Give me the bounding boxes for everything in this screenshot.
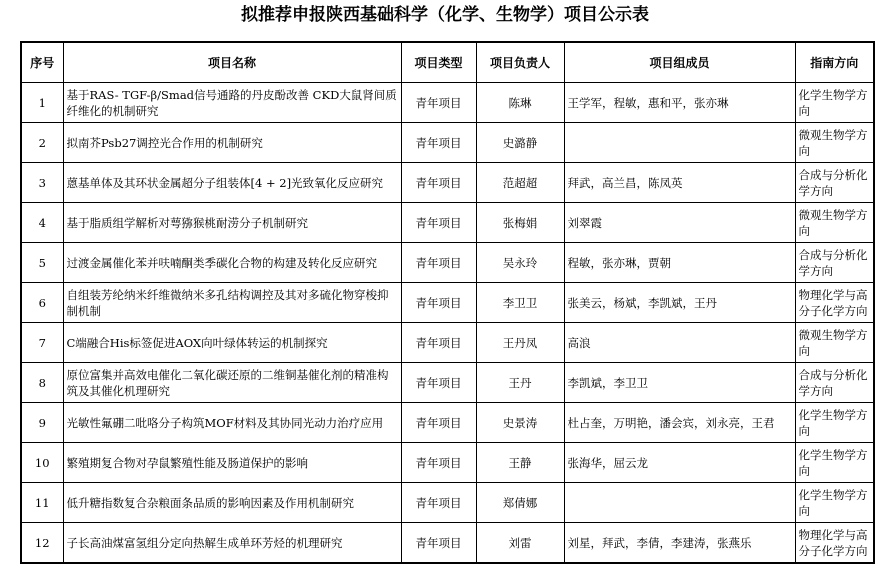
- cell-num: 7: [21, 323, 63, 363]
- column-header-direction: 指南方向: [795, 42, 874, 83]
- cell-leader: 范超超: [476, 163, 564, 203]
- table-row: [21, 483, 874, 523]
- cell-members: 王学军，程敏，惠和平，张亦琳: [564, 83, 795, 123]
- cell-members: 刘星，拜武，李倩，李建涛，张燕乐: [564, 523, 795, 564]
- cell-num: 2: [21, 123, 63, 163]
- cell-project-type: 青年项目: [401, 363, 476, 403]
- cell-project-type: 青年项目: [401, 83, 476, 123]
- table-row: [21, 523, 874, 564]
- cell-direction: 化学生物学方向: [795, 83, 874, 123]
- cell-direction: 化学生物学方向: [795, 403, 874, 443]
- cell-project-type: 青年项目: [401, 523, 476, 564]
- table-header-row: [21, 42, 874, 83]
- cell-project-type: 青年项目: [401, 443, 476, 483]
- cell-direction: 合成与分析化学方向: [795, 163, 874, 203]
- table-row: [21, 163, 874, 203]
- cell-num: 1: [21, 83, 63, 123]
- cell-num: 10: [21, 443, 63, 483]
- cell-direction: 微观生物学方向: [795, 123, 874, 163]
- cell-members: 李凯斌，李卫卫: [564, 363, 795, 403]
- cell-members: [564, 483, 795, 523]
- column-header-type: 项目类型: [401, 42, 476, 83]
- cell-num: 4: [21, 203, 63, 243]
- cell-project-type: 青年项目: [401, 163, 476, 203]
- table-row: [21, 403, 874, 443]
- cell-project-name: 拟南芥Psb27调控光合作用的机制研究: [63, 123, 401, 163]
- cell-leader: 郑倩娜: [476, 483, 564, 523]
- cell-direction: 物理化学与高分子化学方向: [795, 283, 874, 323]
- cell-direction: 化学生物学方向: [795, 483, 874, 523]
- cell-project-type: 青年项目: [401, 123, 476, 163]
- table-row: [21, 443, 874, 483]
- cell-project-name: 子长高油煤富氢组分定向热解生成单环芳烃的机理研究: [63, 523, 401, 564]
- cell-direction: 物理化学与高分子化学方向: [795, 523, 874, 564]
- cell-num: 8: [21, 363, 63, 403]
- cell-leader: 吴永玲: [476, 243, 564, 283]
- cell-num: 9: [21, 403, 63, 443]
- cell-project-name: 基于RAS- TGF-β/Smad信号通路的丹皮酚改善 CKD大鼠肾间质纤维化的机制研究: [63, 83, 401, 123]
- cell-project-type: 青年项目: [401, 283, 476, 323]
- cell-members: [564, 123, 795, 163]
- table-row: [21, 203, 874, 243]
- cell-leader: 史潞静: [476, 123, 564, 163]
- cell-project-name: 自组装芳纶纳米纤维微纳米多孔结构调控及其对多硫化物穿梭抑制机制: [63, 283, 401, 323]
- cell-members: 刘翠霞: [564, 203, 795, 243]
- cell-project-type: 青年项目: [401, 323, 476, 363]
- column-header-num: 序号: [21, 42, 63, 83]
- cell-members: 张美云，杨斌，李凯斌，王丹: [564, 283, 795, 323]
- cell-direction: 化学生物学方向: [795, 443, 874, 483]
- table-row: [21, 83, 874, 123]
- table-row: [21, 363, 874, 403]
- cell-direction: 微观生物学方向: [795, 203, 874, 243]
- cell-project-type: 青年项目: [401, 243, 476, 283]
- cell-num: 12: [21, 523, 63, 564]
- cell-project-name: 蒽基单体及其环状金属超分子组装体[4 + 2]光致氧化反应研究: [63, 163, 401, 203]
- table-row: [21, 123, 874, 163]
- cell-num: 6: [21, 283, 63, 323]
- cell-members: 高浪: [564, 323, 795, 363]
- table-row: [21, 323, 874, 363]
- cell-leader: 陈琳: [476, 83, 564, 123]
- cell-project-name: 原位富集并高效电催化二氧化碳还原的二维铜基催化剂的精准构筑及其催化机理研究: [63, 363, 401, 403]
- cell-num: 3: [21, 163, 63, 203]
- cell-leader: 张梅娟: [476, 203, 564, 243]
- table-row: [21, 283, 874, 323]
- cell-leader: 史景涛: [476, 403, 564, 443]
- cell-project-type: 青年项目: [401, 203, 476, 243]
- cell-project-name: C端融合His标签促进AOX向叶绿体转运的机制探究: [63, 323, 401, 363]
- cell-project-name: 光敏性氟硼二吡咯分子构筑MOF材料及其协同光动力治疗应用: [63, 403, 401, 443]
- cell-num: 11: [21, 483, 63, 523]
- cell-project-name: 过渡金属催化苯并呋喃酮类季碳化合物的构建及转化反应研究: [63, 243, 401, 283]
- cell-members: 程敏，张亦琳，贾朝: [564, 243, 795, 283]
- cell-leader: 刘雷: [476, 523, 564, 564]
- cell-leader: 李卫卫: [476, 283, 564, 323]
- cell-members: 杜占奎，万明艳，潘会宾，刘永亮，王君: [564, 403, 795, 443]
- page-title: 拟推荐申报陕西基础科学（化学、生物学）项目公示表: [241, 5, 649, 25]
- cell-project-type: 青年项目: [401, 403, 476, 443]
- cell-leader: 王丹凤: [476, 323, 564, 363]
- column-header-name: 项目名称: [63, 42, 401, 83]
- cell-num: 5: [21, 243, 63, 283]
- table-row: [21, 243, 874, 283]
- cell-leader: 王静: [476, 443, 564, 483]
- cell-direction: 合成与分析化学方向: [795, 243, 874, 283]
- cell-direction: 微观生物学方向: [795, 323, 874, 363]
- cell-direction: 合成与分析化学方向: [795, 363, 874, 403]
- cell-project-name: 繁殖期复合物对孕鼠繁殖性能及肠道保护的影响: [63, 443, 401, 483]
- project-table: [20, 41, 875, 564]
- cell-leader: 王丹: [476, 363, 564, 403]
- cell-project-name: 低升糖指数复合杂粮面条品质的影响因素及作用机制研究: [63, 483, 401, 523]
- cell-project-type: 青年项目: [401, 483, 476, 523]
- cell-members: 张海华，屈云龙: [564, 443, 795, 483]
- column-header-members: 项目组成员: [564, 42, 795, 83]
- column-header-leader: 项目负责人: [476, 42, 564, 83]
- cell-project-name: 基于脂质组学解析对萼猕猴桃耐涝分子机制研究: [63, 203, 401, 243]
- cell-members: 拜武，高兰昌，陈凤英: [564, 163, 795, 203]
